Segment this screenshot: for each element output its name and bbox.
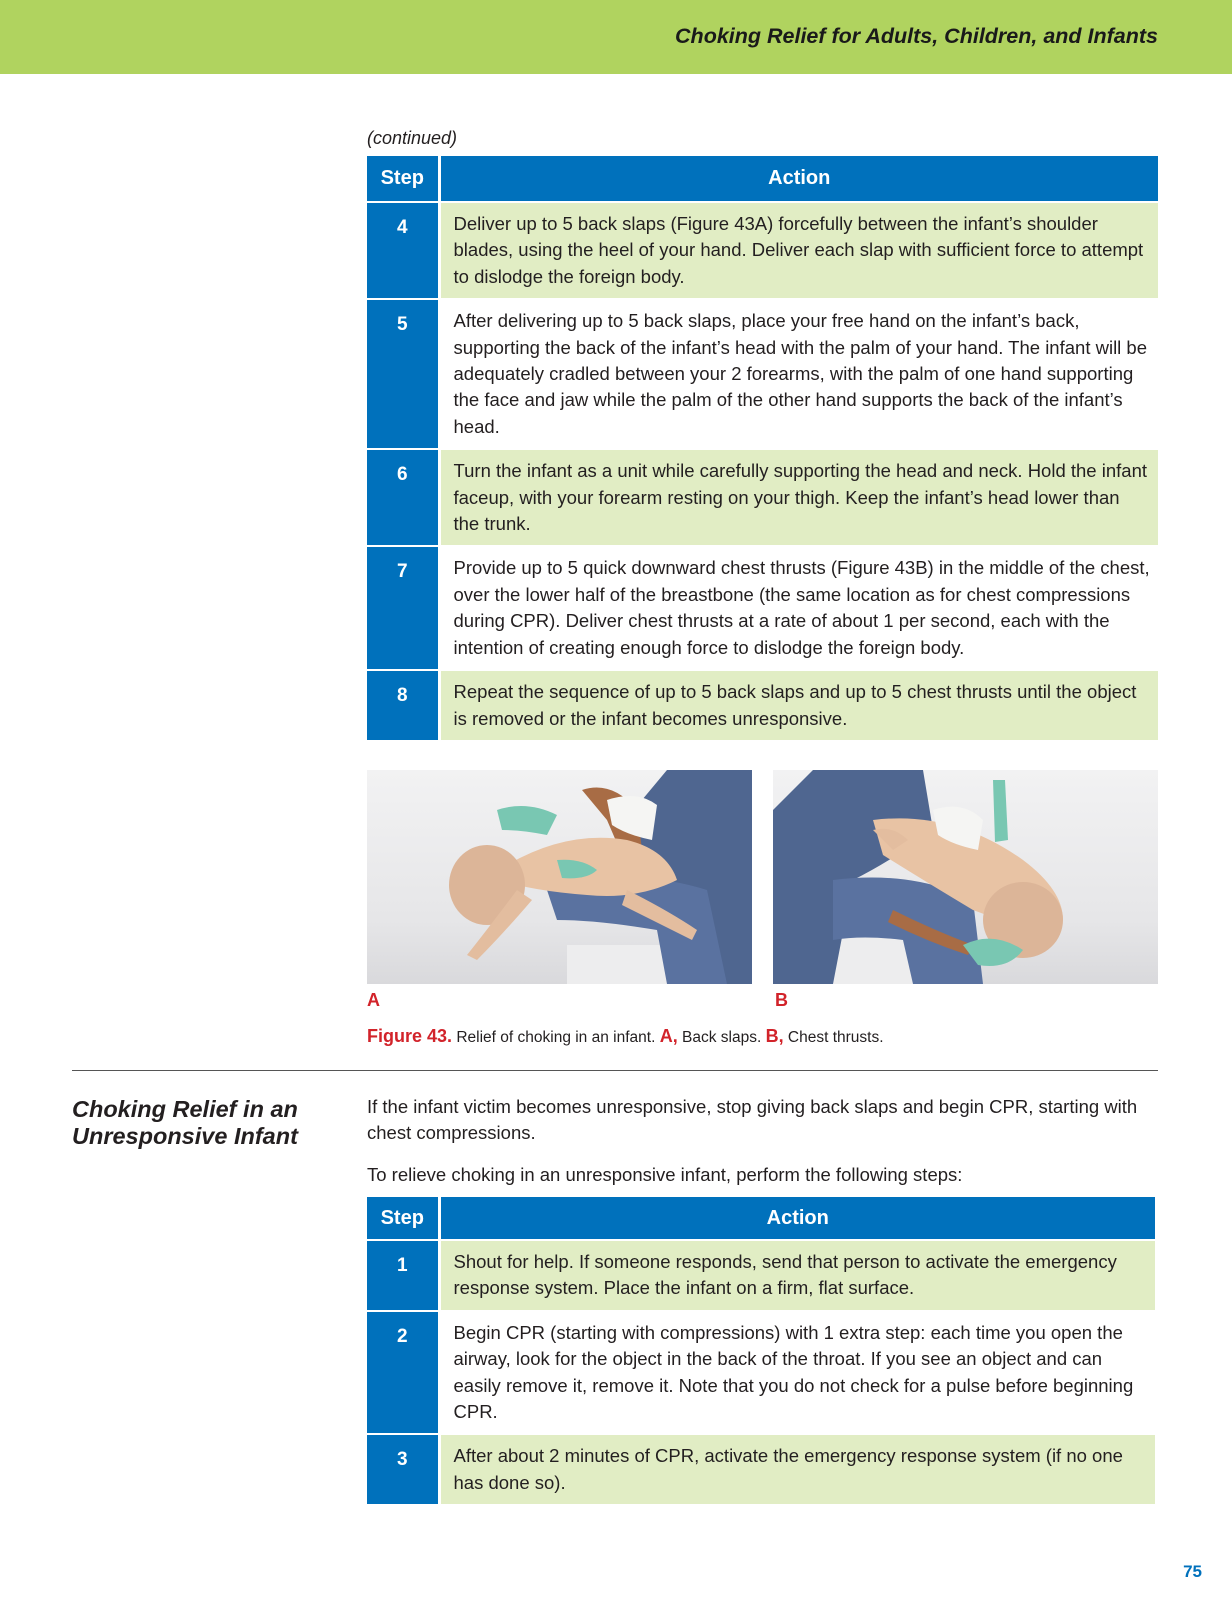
figure-caption-number: Figure 43. — [367, 1026, 453, 1046]
step-number: 2 — [367, 1311, 439, 1435]
table-row — [367, 202, 1158, 299]
table-header-row — [367, 1197, 1155, 1240]
table-row — [367, 670, 1158, 740]
step-number: 5 — [367, 299, 439, 449]
steps-table-conscious-infant — [367, 156, 1158, 740]
table-row — [367, 1240, 1155, 1311]
figure-43b-chest-thrusts-photo — [773, 770, 1158, 984]
step-number: 1 — [367, 1240, 439, 1311]
step-number: 6 — [367, 449, 439, 546]
figure-caption — [367, 1026, 884, 1047]
table-row — [367, 1311, 1155, 1435]
step-number: 8 — [367, 670, 439, 740]
figure-caption-text: Relief of choking in an infant. — [456, 1029, 656, 1046]
step-action: Shout for help. If someone responds, send that person to activate the emergency response system. Place the infant on a firm, flat surface. — [439, 1240, 1155, 1311]
step-action: Deliver up to 5 back slaps (Figure 43A) forcefully between the infant’s shoulder blades, using the heel of your hand. Deliver each slap with sufficient force to attempt to dislodge the foreign body. — [439, 202, 1158, 299]
section-heading: Choking Relief in an Unresponsive Infant — [72, 1096, 298, 1149]
step-action: Begin CPR (starting with compressions) with 1 extra step: each time you open the airway, look for the object in the back of the throat. If you see an object and can easily remove it, remove it. Note that you do not check for a pulse before beginning CPR. — [439, 1311, 1155, 1435]
steps-intro-paragraph: To relieve choking in an unresponsive infant, perform the following steps: — [367, 1164, 963, 1185]
page-number: 75 — [1183, 1562, 1202, 1581]
intro-paragraph: If the infant victim becomes unresponsive, stop giving back slaps and begin CPR, starting with chest compressions. — [367, 1096, 1138, 1144]
table-row — [367, 546, 1158, 670]
table-row — [367, 449, 1158, 546]
step-action: Provide up to 5 quick downward chest thrusts (Figure 43B) in the middle of the chest, over the lower half of the breastbone (the same location as for chest compressions during CPR). Deliver chest thrusts at a rate of about 1 per second, each with the intention of creating enough force to dislodge the foreign body. — [439, 546, 1158, 670]
step-number: 4 — [367, 202, 439, 299]
section-divider — [72, 1070, 1158, 1071]
step-number: 7 — [367, 546, 439, 670]
step-action: Repeat the sequence of up to 5 back slaps and up to 5 chest thrusts until the object is removed or the infant becomes unresponsive. — [439, 670, 1158, 740]
figure-caption-a-text: Back slaps. — [682, 1029, 762, 1046]
action-column-header: Action — [439, 1197, 1155, 1240]
table-row — [367, 299, 1158, 449]
figure-label-b: B — [775, 990, 788, 1010]
step-action: After about 2 minutes of CPR, activate the emergency response system (if no one has done so). — [439, 1434, 1155, 1504]
continued-label: (continued) — [367, 128, 458, 148]
figure-caption-b-text: Chest thrusts. — [787, 1029, 884, 1046]
step-action: After delivering up to 5 back slaps, place your free hand on the infant’s back, supporting the back of the infant’s head with the palm of your hand. The infant will be adequately cradled between your 2 forearms, with the palm of one hand supporting the face and jaw while the palm of the other hand supports the back of the infant’s head. — [439, 299, 1158, 449]
table-row — [367, 1434, 1155, 1504]
step-action: Turn the infant as a unit while carefully supporting the head and neck. Hold the infant faceup, with your forearm resting on your thigh. Keep the infant’s head lower than the trunk. — [439, 449, 1158, 546]
figure-43a-back-slaps-photo — [367, 770, 752, 984]
steps-table-unresponsive-infant — [367, 1197, 1155, 1504]
step-column-header: Step — [367, 1197, 439, 1240]
step-column-header: Step — [367, 156, 439, 202]
figure-caption-b-marker: B, — [765, 1026, 784, 1046]
action-column-header: Action — [439, 156, 1158, 202]
figure-caption-a-marker: A, — [659, 1026, 678, 1046]
running-header-title: Choking Relief for Adults, Children, and Infants — [675, 24, 1158, 48]
step-number: 3 — [367, 1434, 439, 1504]
table-header-row — [367, 156, 1158, 202]
figure-label-a: A — [367, 990, 380, 1010]
header-band — [0, 0, 1232, 74]
